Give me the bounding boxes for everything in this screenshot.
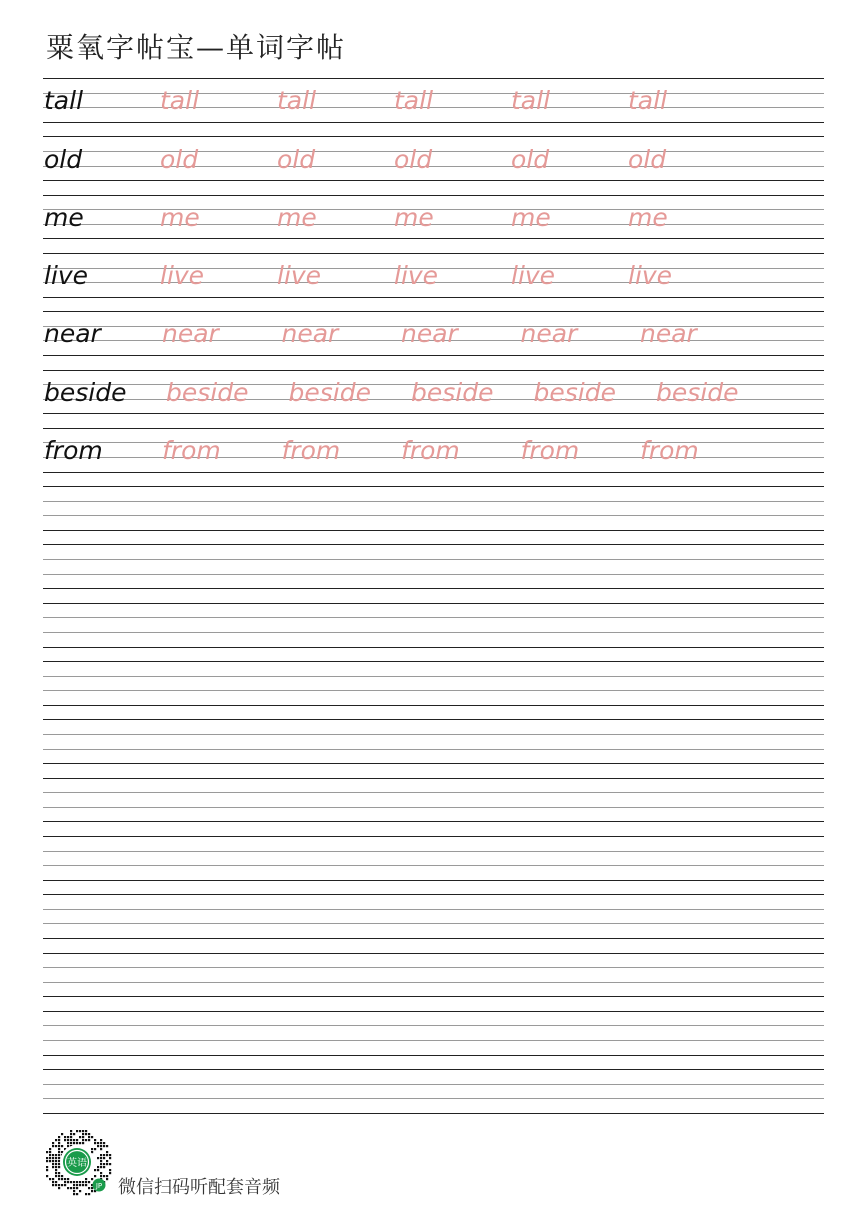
- ruled-line-guide: [43, 1025, 824, 1026]
- ruled-line-guide: [43, 617, 824, 618]
- trace-word: me: [277, 202, 317, 232]
- trace-word: live: [511, 261, 556, 291]
- ruled-line-guide: [43, 982, 824, 983]
- trace-word: beside: [656, 377, 739, 407]
- trace-word: from: [281, 436, 341, 465]
- trace-word: beside: [288, 377, 371, 407]
- ruled-line-guide: [43, 923, 824, 924]
- trace-word: old: [628, 144, 667, 174]
- ruled-line-guide: [43, 1098, 824, 1099]
- ruled-line-baseline: [43, 486, 824, 487]
- trace-word: old: [394, 144, 433, 174]
- ruled-line-baseline: [43, 647, 824, 648]
- ruled-line-baseline: [43, 78, 824, 79]
- model-word: beside: [44, 377, 127, 407]
- trace-word: near: [640, 319, 697, 349]
- ruled-line-guide: [43, 734, 824, 735]
- ruled-line-baseline: [43, 1113, 824, 1114]
- trace-word: live: [160, 261, 205, 291]
- trace-word: live: [628, 261, 673, 291]
- trace-word: from: [401, 436, 460, 465]
- ruled-line-guide: [43, 501, 824, 502]
- ruled-line-baseline: [43, 894, 824, 895]
- ruled-line-guide: [43, 515, 824, 516]
- trace-word: live: [277, 261, 322, 291]
- trace-word: tall: [511, 86, 551, 116]
- model-word: me: [44, 202, 84, 232]
- trace-word: from: [162, 436, 221, 465]
- ruled-line-baseline: [43, 311, 824, 312]
- trace-word: tall: [628, 86, 668, 116]
- trace-word: near: [162, 319, 219, 349]
- ruled-line-baseline: [43, 530, 824, 531]
- qr-code-icon[interactable]: [41, 1128, 113, 1196]
- ruled-line-baseline: [43, 1055, 824, 1056]
- ruled-line-baseline: [43, 938, 824, 939]
- ruled-line-baseline: [43, 778, 824, 779]
- trace-word: beside: [411, 377, 494, 407]
- trace-word: old: [511, 144, 550, 174]
- ruled-line-baseline: [43, 297, 824, 298]
- trace-word: near: [520, 319, 578, 349]
- ruled-line-baseline: [43, 1011, 824, 1012]
- page-title: 粟氧字帖宝—单词字帖: [46, 31, 347, 64]
- model-word: live: [44, 261, 89, 291]
- ruled-line-guide: [43, 749, 824, 750]
- ruled-line-guide: [43, 967, 824, 968]
- ruled-line-baseline: [43, 238, 824, 239]
- ruled-line-baseline: [43, 355, 824, 356]
- ruled-line-baseline: [43, 428, 824, 429]
- ruled-line-guide: [43, 865, 824, 866]
- ruled-line-baseline: [43, 136, 824, 137]
- ruled-line-guide: [43, 807, 824, 808]
- trace-word: beside: [533, 377, 616, 407]
- ruled-line-baseline: [43, 953, 824, 954]
- ruled-line-baseline: [43, 544, 824, 545]
- model-word: old: [44, 144, 83, 174]
- model-word: from: [44, 436, 103, 465]
- trace-word: from: [640, 436, 699, 465]
- model-word: near: [44, 319, 101, 349]
- ruled-line-guide: [43, 909, 824, 910]
- ruled-line-baseline: [43, 180, 824, 181]
- ruled-line-baseline: [43, 763, 824, 764]
- ruled-line-guide: [43, 1040, 824, 1041]
- ruled-line-baseline: [43, 821, 824, 822]
- trace-word: me: [628, 202, 668, 232]
- trace-word: tall: [394, 86, 434, 116]
- trace-word: near: [281, 319, 339, 349]
- audio-scan-caption: 微信扫码听配套音频: [118, 1177, 280, 1198]
- ruled-line-guide: [43, 632, 824, 633]
- trace-word: near: [401, 319, 458, 349]
- ruled-line-baseline: [43, 719, 824, 720]
- ruled-line-baseline: [43, 996, 824, 997]
- trace-word: me: [511, 202, 551, 232]
- ruled-line-baseline: [43, 880, 824, 881]
- ruled-line-guide: [43, 559, 824, 560]
- trace-word: me: [160, 202, 200, 232]
- trace-word: old: [160, 144, 199, 174]
- trace-word: beside: [166, 377, 249, 407]
- ruled-line-guide: [43, 676, 824, 677]
- trace-word: tall: [277, 86, 317, 116]
- ruled-line-baseline: [43, 603, 824, 604]
- trace-word: old: [277, 144, 316, 174]
- qr-corner-label: JP: [95, 1182, 103, 1190]
- ruled-line-baseline: [43, 1069, 824, 1070]
- model-word: tall: [44, 86, 84, 116]
- ruled-line-baseline: [43, 413, 824, 414]
- ruled-line-guide: [43, 1084, 824, 1085]
- ruled-line-baseline: [43, 253, 824, 254]
- qr-badge-label: 英语: [67, 1158, 87, 1169]
- ruled-line-guide: [43, 574, 824, 575]
- trace-word: tall: [160, 86, 200, 116]
- ruled-line-baseline: [43, 122, 824, 123]
- ruled-line-baseline: [43, 195, 824, 196]
- ruled-line-baseline: [43, 370, 824, 371]
- trace-word: from: [520, 436, 580, 465]
- ruled-line-baseline: [43, 661, 824, 662]
- ruled-line-baseline: [43, 705, 824, 706]
- ruled-line-baseline: [43, 588, 824, 589]
- trace-word: live: [394, 261, 439, 291]
- ruled-line-guide: [43, 851, 824, 852]
- ruled-line-guide: [43, 792, 824, 793]
- ruled-line-baseline: [43, 836, 824, 837]
- ruled-line-guide: [43, 690, 824, 691]
- ruled-line-baseline: [43, 472, 824, 473]
- trace-word: me: [394, 202, 434, 232]
